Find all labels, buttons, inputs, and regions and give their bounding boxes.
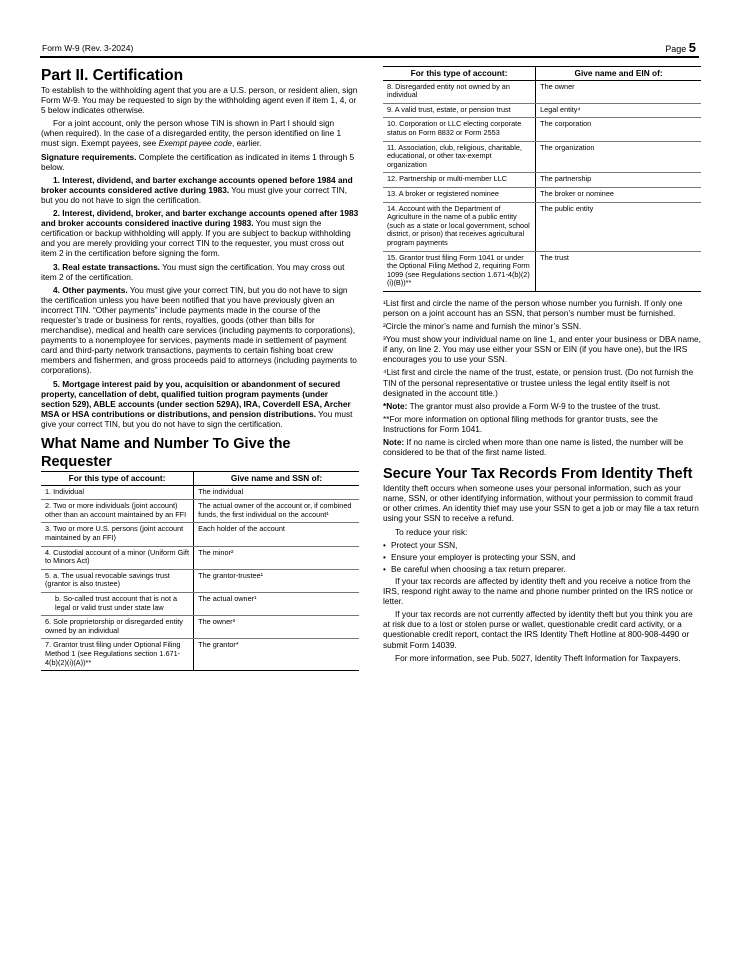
ssn-table-header-give: Give name and SSN of: — [194, 472, 359, 486]
ein-table-row — [383, 202, 701, 251]
risk-bullet-list — [383, 540, 701, 574]
bullet-icon: • — [383, 563, 386, 574]
ssn-table-row — [41, 616, 359, 639]
ein-table-row — [383, 173, 701, 188]
ssn-table-row-account: 5. a. The usual revocable savings trust (grantor is also trustee) — [41, 569, 194, 592]
ssn-table-header-account: For this type of account: — [41, 472, 194, 486]
ein-table-row-give: The organization — [536, 141, 701, 173]
identity-theft-hotline: If your tax records are not currently affected by identity theft but you think you are at risk due to a lost or stolen purse or wallet, questionable credit card activity, or a questionable credit report, contact the IRS Identity Theft Hotline at 800-908-4490 or submit Form 14039. — [383, 609, 693, 650]
ssn-table-row-account: 3. Two or more U.S. persons (joint account maintained by an FFI) — [41, 523, 194, 546]
joint-account-paragraph: For a joint account, only the person whose TIN is shown in Part I should sign (when required). In the case of a disregarded entity, the person identified on line 1 must sign. Exempt payees, see Exempt payee code, earlier. — [41, 118, 342, 149]
ssn-table-row-account: b. So-called trust account that is not a legal or valid trust under state law — [41, 592, 194, 615]
ein-table-row — [383, 187, 701, 202]
cert-item-4: 4. Other payments. You must give your correct TIN, but you do not have to sign the certification unless you have been notified that you have previously given an incorrect TIN. “Other payments” include payments made in the course of the requester’s trade or business for rents, royalties, goods (other than bills for merchandise), medical and health care services (including payments to corporations), payments to a nonemployee for services, payments made in settlement of payment card and third-party network transactions, payments to certain fishing boat crew members and fishermen, and gross proceeds paid to attorneys (including payments to corporations). — [41, 284, 357, 376]
ein-table-row — [383, 103, 701, 118]
ein-table-header-give: Give name and EIN of: — [536, 67, 701, 81]
ssn-table-row-give: The grantor-trustee¹ — [194, 569, 359, 592]
ssn-table-row-account: 1. Individual — [41, 485, 194, 500]
ein-table-row-give: The trust — [536, 251, 701, 291]
ssn-table-row — [41, 639, 359, 671]
left-column — [41, 66, 359, 671]
identity-theft-notice: If your tax records are affected by identity theft and you receive a notice from the IRS, respond right away to the name and phone number printed on the IRS notice or letter. — [383, 575, 693, 607]
ein-table-row-account: 8. Disregarded entity not owned by an individual — [383, 80, 536, 103]
ein-table-row-account: 13. A broker or registered nominee — [383, 187, 536, 202]
footnote-2: ²Circle the minor’s name and furnish the minor’s SSN. — [383, 321, 582, 332]
right-column — [383, 66, 701, 666]
ssn-table-row-give: The actual owner of the account or, if combined funds, the first individual on the account¹ — [194, 500, 359, 523]
identity-theft-intro: Identity theft occurs when someone uses your personal information, such as your name, SSN, or other identifying information, without your permission to commit fraud or other crimes. An identity thief may use your SSN to get a job or may file a tax return using your SSN to receive a refund. — [383, 483, 699, 524]
ein-table — [383, 66, 701, 292]
header-rule — [40, 56, 699, 58]
page-number — [665, 40, 696, 55]
ssn-table-row — [41, 523, 359, 546]
footnote-4: ⁴List first and circle the name of the trust, estate, or pension trust. (Do not furnish the TIN of the personal representative or trustee unless the legal entity itself is not designated in the account title.) — [383, 367, 694, 398]
ein-table-row — [383, 118, 701, 141]
ssn-table-row-account: 4. Custodial account of a minor (Uniform Gift to Minors Act) — [41, 546, 194, 569]
identity-theft-more-info: For more information, see Pub. 5027, Identity Theft Information for Taxpayers. — [395, 652, 681, 663]
bullet-icon: • — [383, 551, 386, 562]
cert-item-3: 3. Real estate transactions. You must sign the certification. You may cross out item 2 of the certification. — [41, 261, 345, 282]
footnote-3: ³You must show your individual name on line 1, and enter your business or DBA name, if any, on line 2. You may use either your SSN or EIN (if you have one), but the IRS encourages you to use your SSN. — [383, 334, 701, 365]
form-identifier: Form W-9 (Rev. 3-2024) — [42, 43, 134, 53]
ein-table-row-give: The public entity — [536, 202, 701, 251]
ssn-table-row-give: The owner³ — [194, 616, 359, 639]
ein-table-row-account: 11. Association, club, religious, charitable, educational, or other tax-exempt organization — [383, 141, 536, 173]
signature-requirements: Signature requirements. Complete the certification as indicated in items 1 through 5 below. — [41, 151, 355, 172]
ein-table-row-account: 12. Partnership or multi-member LLC — [383, 173, 536, 188]
ein-table-row-give: The broker or nominee — [536, 187, 701, 202]
ein-table-row — [383, 251, 701, 291]
ssn-table-row — [41, 592, 359, 615]
ein-table-row-account: 15. Grantor trust filing Form 1041 or under the Optional Filing Method 2, requiring Form 1099 (see Regulations section 1.671-4(b)(2)(i)(B))** — [383, 251, 536, 291]
ssn-table-row-give: The actual owner¹ — [194, 592, 359, 615]
ssn-table-row-account: 2. Two or more individuals (joint account) other than an account maintained by an FFI — [41, 500, 194, 523]
cert-item-1: 1. Interest, dividend, and barter exchange accounts opened before 1984 and broker accounts considered active during 1983. You must give your correct TIN, but you do not have to sign the certification. — [41, 174, 353, 205]
ein-table-row-give: The corporation — [536, 118, 701, 141]
ssn-table-row-give: The minor² — [194, 546, 359, 569]
page-number-value: 5 — [688, 40, 696, 55]
ssn-table-row-give: The individual — [194, 485, 359, 500]
what-name-title: What Name and Number To Give the Requester — [41, 436, 291, 470]
part2-intro: To establish to the withholding agent that you are a U.S. person, or resident alien, sign Form W-9. You may be requested to sign by the withholding agent even if item 1, 4, or 5 below indicates otherwise. — [41, 85, 358, 116]
page-word: Page — [665, 44, 687, 54]
risk-bullet: • Ensure your employer is protecting your SSN, and — [383, 551, 576, 562]
cert-item-5: 5. Mortgage interest paid by you, acquisition or abandonment of secured property, cancellation of debt, qualified tuition program payments (under section 529), ABLE accounts (under section 529A), IRA, Coverdell ESA, Archer MSA or HSA contributions or distributions, and pension distributions. You must give your correct TIN, but you do not have to sign the certification. — [41, 378, 353, 429]
ein-table-row-give: Legal entity⁴ — [536, 103, 701, 118]
risk-bullet: • Protect your SSN, — [383, 539, 458, 550]
ein-table-row — [383, 80, 701, 103]
reduce-risk-label: To reduce your risk: — [395, 526, 468, 537]
part2-title: Part II. Certification — [41, 67, 184, 84]
ssn-table-row — [41, 485, 359, 500]
footnote-note-grantor: *Note: The grantor must also provide a Form W-9 to the trustee of the trust. — [383, 400, 661, 411]
ein-table-row — [383, 141, 701, 173]
risk-bullet: • Be careful when choosing a tax return preparer. — [383, 563, 566, 574]
footnote-optional-filing: **For more information on optional filing methods for grantor trusts, see the Instructions for Form 1041. — [383, 413, 658, 434]
ssn-table-row-give: The grantor* — [194, 639, 359, 671]
bullet-icon: • — [383, 539, 386, 550]
ssn-table-row-give: Each holder of the account — [194, 523, 359, 546]
ein-table-row-give: The partnership — [536, 173, 701, 188]
footnote-1: ¹List first and circle the name of the person whose number you furnish. If only one person on a joint account has an SSN, that person’s number must be furnished. — [383, 297, 683, 318]
identity-theft-title: Secure Your Tax Records From Identity Theft — [383, 466, 693, 483]
ssn-table-row-account: 7. Grantor trust filing under Optional Filing Method 1 (see Regulations section 1.671-4(b)(2)(i)(A))** — [41, 639, 194, 671]
footnote-note-circled: Note: If no name is circled when more than one name is listed, the number will be considered to be that of the first name listed. — [383, 437, 684, 458]
ssn-table-row — [41, 569, 359, 592]
ein-table-header-account: For this type of account: — [383, 67, 536, 81]
ssn-table-row — [41, 546, 359, 569]
ssn-table-row-account: 6. Sole proprietorship or disregarded entity owned by an individual — [41, 616, 194, 639]
ein-table-row-give: The owner — [536, 80, 701, 103]
ein-table-row-account: 10. Corporation or LLC electing corporate status on Form 8832 or Form 2553 — [383, 118, 536, 141]
ein-table-row-account: 14. Account with the Department of Agriculture in the name of a public entity (such as a state or local government, school district, or prison) that receives agricultural program payments — [383, 202, 536, 251]
cert-item-2: 2. Interest, dividend, broker, and barter exchange accounts opened after 1983 and broker accounts considered inactive during 1983. You must sign the certification or backup withholding will apply. If you are subject to backup withholding and you are merely providing your correct TIN to the requester, you must cross out item 2 in the certification before signing the form. — [41, 208, 359, 259]
ssn-table-row — [41, 500, 359, 523]
ein-table-row-account: 9. A valid trust, estate, or pension trust — [383, 103, 536, 118]
ssn-table — [41, 471, 359, 671]
